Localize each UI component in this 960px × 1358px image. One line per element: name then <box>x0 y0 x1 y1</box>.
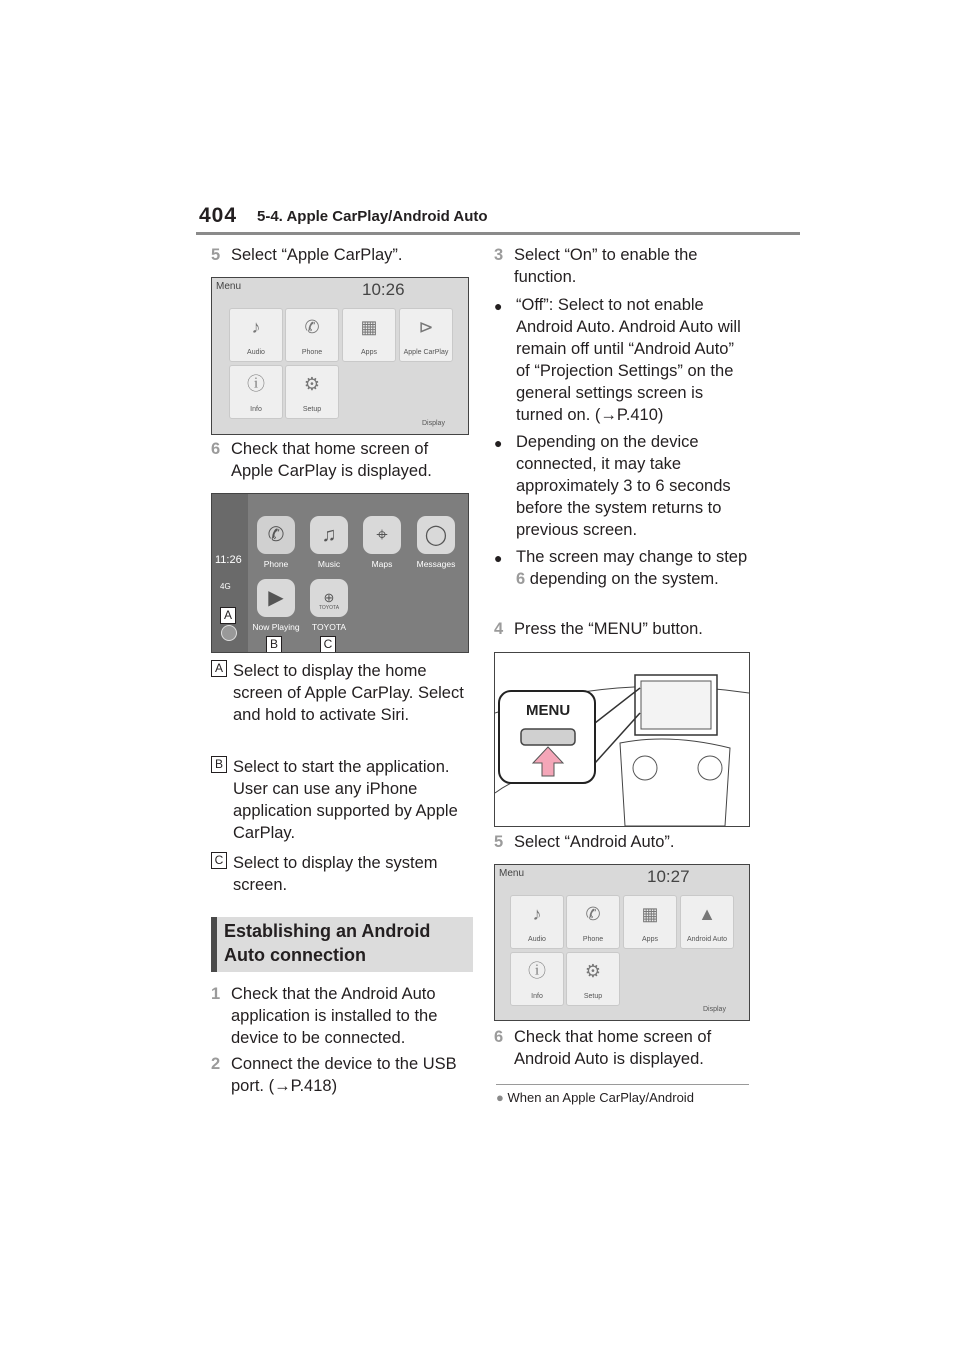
app-label-maps: Maps <box>371 559 393 569</box>
play-circle-icon: ⊳ <box>418 317 434 337</box>
app-label-messages: Messages <box>416 559 456 569</box>
step-6-apple: 6 Check that home screen of Apple CarPlay is displayed. <box>211 440 432 480</box>
display-button[interactable]: Display <box>703 1006 726 1013</box>
grid-icon: ▦ <box>360 317 378 337</box>
menu-button-label: MENU <box>526 702 571 719</box>
header-divider <box>196 232 800 235</box>
tile-apple-carplay[interactable]: ⊳ Apple CarPlay <box>399 308 453 362</box>
bullet-off: ● “Off”: Select to not enable Android Auto. Android Auto will remain off until “Android Auto” of “Projection Settings” on the general settings screen is turned on. (→P.410) <box>494 296 741 424</box>
callout-b: B <box>266 636 282 653</box>
page-number: 404 <box>199 204 238 227</box>
clock: 10:27 <box>647 867 690 886</box>
tile-apps[interactable]: ▦ Apps <box>623 895 677 949</box>
tile-info[interactable]: ⓘ Info <box>510 952 564 1006</box>
menu-screen-android <box>494 864 750 1021</box>
item-b: B Select to start the application. User can use any iPhone application supported by Apple CarPlay. <box>211 756 467 844</box>
note-bullet-icon: ● <box>496 1090 504 1105</box>
step-3-android: 3 Select “On” to enable the function. <box>494 246 698 286</box>
tile-phone[interactable]: ✆ Phone <box>285 308 339 362</box>
display-button[interactable]: Display <box>422 420 445 427</box>
tile-apps[interactable]: ▦ Apps <box>342 308 396 362</box>
carplay-clock: 11:26 <box>215 554 242 566</box>
clock: 10:26 <box>362 280 405 299</box>
bullet-depending: ● Depending on the device connected, it may take approximately 3 to 6 seconds before the system returns to previous screen. <box>494 433 731 539</box>
item-c-label: C <box>211 852 227 869</box>
bullet-icon: ● <box>494 550 503 566</box>
home-button[interactable] <box>221 625 237 641</box>
bullet-icon: ● <box>494 298 503 314</box>
phone-app-icon[interactable]: ✆ <box>257 516 295 554</box>
item-c: C Select to display the system screen. <box>211 852 467 896</box>
tile-audio[interactable]: ♪ Audio <box>510 895 564 949</box>
now-playing-app-icon[interactable]: ▶ <box>257 579 295 617</box>
tile-info[interactable]: ⓘ Info <box>229 365 283 419</box>
maps-app-icon[interactable]: ⌖ <box>363 516 401 554</box>
menu-screen-carplay <box>211 277 469 435</box>
music-note-icon: ♪ <box>532 904 542 924</box>
dashboard-drawing <box>495 653 749 826</box>
dashboard-illustration <box>494 652 750 827</box>
bullet-icon: ● <box>494 435 503 451</box>
menu-title: Menu <box>216 281 242 292</box>
item-a: A Select to display the home screen of Apple CarPlay. Select and hold to activate Siri. <box>211 660 467 726</box>
messages-app-icon[interactable]: ◯ <box>417 516 455 554</box>
app-label-toyota: TOYOTA <box>311 622 347 632</box>
android-auto-icon: ▲ <box>698 904 716 924</box>
toyota-logo-caption: TOYOTA <box>318 605 340 611</box>
carplay-home-screen <box>211 493 469 653</box>
gear-icon: ⚙ <box>303 374 321 394</box>
music-note-icon: ♪ <box>251 317 261 337</box>
tile-setup[interactable]: ⚙ Setup <box>285 365 339 419</box>
tile-audio[interactable]: ♪ Audio <box>229 308 283 362</box>
app-label-music: Music <box>317 559 341 569</box>
gear-icon: ⚙ <box>584 961 602 981</box>
toyota-logo-icon[interactable]: ⊕ <box>310 579 348 617</box>
section-heading: Establishing an Android Auto connection <box>211 917 473 972</box>
callout-a: A <box>220 607 236 624</box>
tile-android-auto[interactable]: ▲ Android Auto <box>680 895 734 949</box>
info-icon: ⓘ <box>247 374 265 394</box>
grid-icon: ▦ <box>641 904 659 924</box>
info-icon: ⓘ <box>528 961 546 981</box>
signal-indicator: 4G <box>220 582 231 591</box>
app-label-phone: Phone <box>263 559 289 569</box>
item-b-label: B <box>211 756 227 773</box>
step-2-android: 2 Connect the device to the USB port. (→P.418) <box>211 1055 457 1095</box>
step-5-apple: 5 Select “Apple CarPlay”. <box>211 246 403 264</box>
step-1-android: 1 Check that the Android Auto application is installed to the device to be connected. <box>211 985 438 1047</box>
step-4-android: 4 Press the “MENU” button. <box>494 620 703 638</box>
tile-setup[interactable]: ⚙ Setup <box>566 952 620 1006</box>
music-app-icon[interactable]: ♫ <box>310 516 348 554</box>
menu-title: Menu <box>499 868 525 879</box>
section-title: 5-4. Apple CarPlay/Android Auto <box>257 208 488 225</box>
phone-icon: ✆ <box>585 904 601 924</box>
note-divider <box>496 1084 749 1085</box>
phone-icon: ✆ <box>304 317 320 337</box>
step-6-android: 6 Check that home screen of Android Auto is displayed. <box>494 1028 712 1068</box>
app-label-now-playing: Now Playing <box>252 622 300 632</box>
bullet-screen-change: ● The screen may change to step 6 depending on the system. <box>494 548 748 588</box>
item-a-label: A <box>211 660 227 677</box>
callout-c: C <box>320 636 336 653</box>
tile-phone[interactable]: ✆ Phone <box>566 895 620 949</box>
note: ● When an Apple CarPlay/Android <box>496 1090 694 1105</box>
step-5-android: 5 Select “Android Auto”. <box>494 833 675 851</box>
